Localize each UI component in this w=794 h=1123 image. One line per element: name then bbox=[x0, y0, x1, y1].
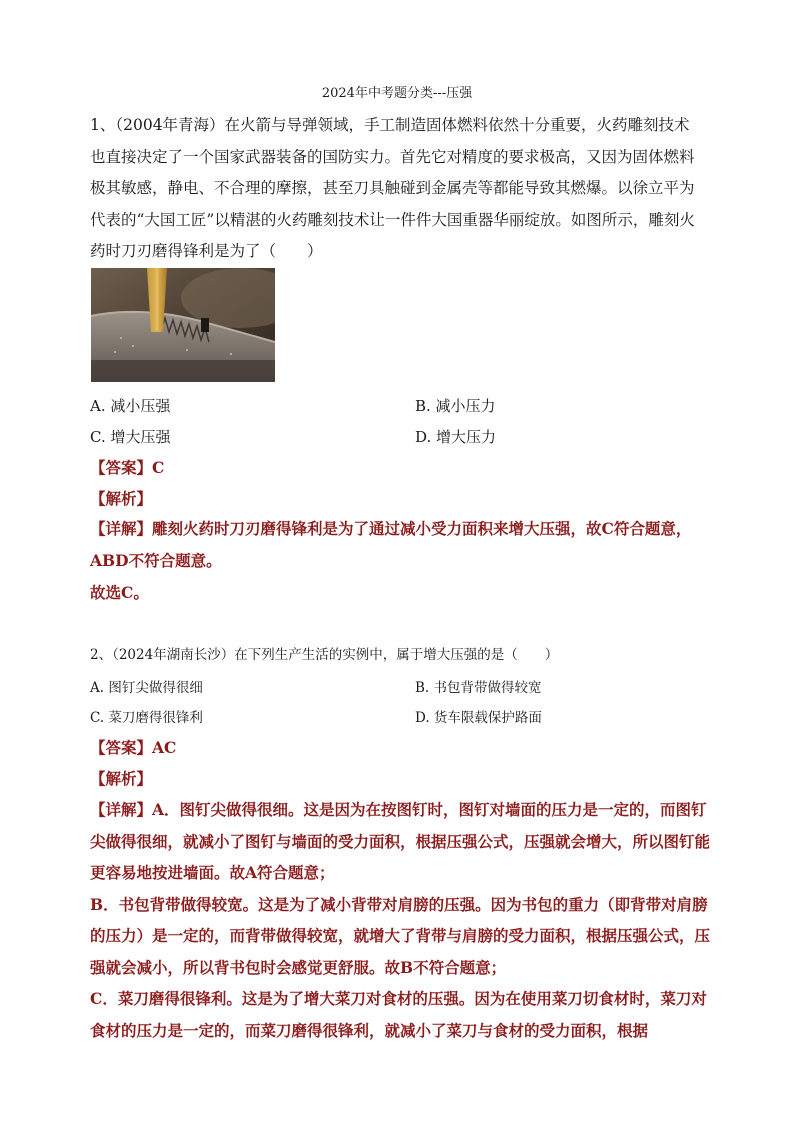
question-2-option-a: A. 图钉尖做得很细 bbox=[90, 680, 203, 696]
detail-paragraph-a bbox=[90, 794, 710, 889]
question-2-option-b: B. 书包背带做得较宽 bbox=[415, 680, 542, 696]
question-1-option-a: A. 减小压强 bbox=[90, 397, 171, 415]
question-1-answer-row bbox=[90, 456, 164, 478]
question-1-option-c: C. 增大压强 bbox=[90, 428, 171, 446]
question-2-option-c: C. 菜刀磨得很锋利 bbox=[90, 710, 203, 726]
question-1-option-d: D. 增大压力 bbox=[415, 428, 497, 446]
question-1-option-b: B. 减小压力 bbox=[415, 397, 496, 415]
question-2-detail bbox=[90, 794, 710, 1046]
detail-paragraph-c: C．菜刀磨得很锋利。这是为了增大菜刀对食材的压强。因为在使用菜刀切食材时，菜刀对食材的压力是一定的，而菜刀磨得很锋利，就减小了菜刀与食材的受力面积，根据 bbox=[90, 989, 707, 1040]
detail-label: 【详解】 bbox=[90, 519, 153, 538]
question-1-stem: 1、（2004年青海）在火箭与导弹领域，手工制造固体燃料依然十分重要，火药雕刻技术也直接决定了一个国家武器装备的国防实力。首先它对精度的要求极高，又因为固体燃料极其敏感，静电、不合理的摩擦，甚至刀具触碰到金属壳等都能导致其燃爆。以徐立平为代表的“大国工匠”以精湛的火药雕刻技术让一件件大国重器华丽绽放。如图所示，雕刻火药时刀刃磨得锋利是为了（ ） bbox=[90, 116, 695, 260]
answer-label: 【答案】 bbox=[90, 458, 153, 477]
carving-photo-illustration bbox=[91, 268, 275, 382]
detail-label: 【详解】 bbox=[90, 800, 153, 819]
detail-paragraph-b: B．书包背带做得较宽。这是为了减小背带对肩膀的压强。因为书包的重力（即背带对肩膀的压力）是一定的，而背带做得较宽，就增大了背带与肩膀的受力面积，根据压强公式，压强就会减小，所以背书包时会感觉更舒服。故B不符合题意； bbox=[90, 894, 711, 977]
detail-a-text: A．图钉尖做得很细。这是因为在按图钉时，图钉对墙面的压力是一定的，而图钉尖做得很细，就减小了图钉与墙面的受力面积，根据压强公式，压强就会增大，所以图钉能更容易地按进墙面。故A符合题意； bbox=[90, 800, 711, 882]
answer-value: C bbox=[152, 458, 165, 477]
question-1-conclusion: 故选C。 bbox=[90, 583, 149, 602]
answer-label: 【答案】 bbox=[90, 738, 153, 757]
question-2-answer-row bbox=[90, 736, 176, 758]
question-1-photo bbox=[91, 268, 275, 382]
answer-value: AC bbox=[152, 738, 177, 757]
question-2-analysis-label: 【解析】 bbox=[90, 769, 153, 788]
question-2-stem: 2、（2024年湖南长沙）在下列生产生活的实例中，属于增大压强的是（ ） bbox=[90, 647, 559, 663]
question-2-option-d: D. 货车限载保护路面 bbox=[415, 710, 542, 726]
page-title: 2024年中考题分类---压强 bbox=[321, 86, 473, 101]
detail-text: 雕刻火药时刀刃磨得锋利是为了通过减小受力面积来增大压强，故C符合题意，ABD不符合题意。 bbox=[90, 519, 692, 570]
question-1-analysis-label: 【解析】 bbox=[90, 489, 153, 508]
question-1-detail bbox=[90, 513, 710, 576]
